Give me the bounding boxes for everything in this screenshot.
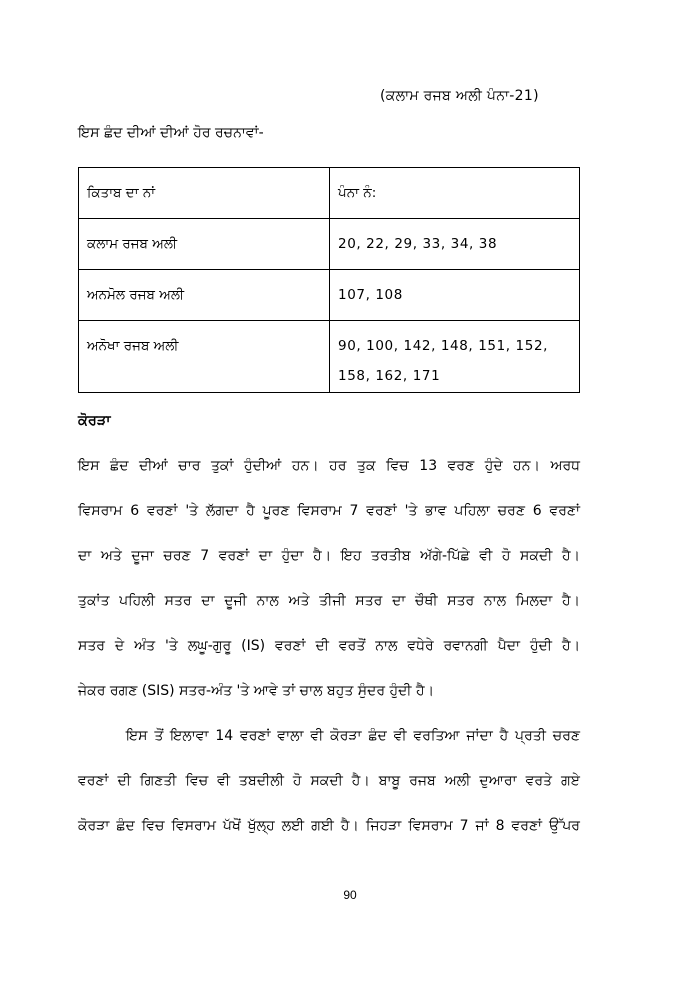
header-page-numbers: ਪੰਨਾ ਨੰ: [330,168,580,219]
table-row [79,321,580,393]
book-name-cell: ਕਲਾਮ ਰਜਬ ਅਲੀ [79,219,330,270]
paragraph-1 [78,455,580,725]
text-line: ਤੁਕਾਂਤ ਪਹਿਲੀ ਸਤਰ ਦਾ ਦੂਜੀ ਨਾਲ ਅਤੇ ਤੀਜੀ ਸਤਰ ਦਾ ਚੌਥੀ ਸਤਰ ਨਾਲ ਮਿਲਦਾ ਹੈ। [78,593,580,609]
text-line: ਦਾ ਅਤੇ ਦੂਜਾ ਚਰਣ 7 ਵਰਣਾਂ ਦਾ ਹੁੰਦਾ ਹੈ। ਇਹ ਤਰਤੀਬ ਅੱਗੇ-ਪਿੱਛੇ ਵੀ ਹੋ ਸਕਦੀ ਹੈ। [78,548,580,564]
table-header-row [79,168,580,219]
body-text [78,455,580,860]
page-numbers-cell [330,270,580,321]
text-line: ਵਰਣਾਂ ਦੀ ਗਿਣਤੀ ਵਿਚ ਵੀ ਤਬਦੀਲੀ ਹੋ ਸਕਦੀ ਹੈ। ਬਾਬੂ ਰਜਬ ਅਲੀ ਦੁਆਰਾ ਵਰਤੇ ਗਏ [78,773,580,789]
paragraph-2 [78,725,580,860]
text-line: ਸਤਰ ਦੇ ਅੰਤ 'ਤੇ ਲਘੂ-ਗੁਰੂ (IS) ਵਰਣਾਂ ਦੀ ਵਰਤੋਂ ਨਾਲ ਵਧੇਰੇ ਰਵਾਨਗੀ ਪੈਦਾ ਹੁੰਦੀ ਹੈ। [78,638,580,654]
table-row [79,270,580,321]
text-line: ਇਸ ਤੋਂ ਇਲਾਵਾ 14 ਵਰਣਾਂ ਵਾਲਾ ਵੀ ਕੋਰੜਾ ਛੰਦ ਵੀ ਵਰਤਿਆ ਜਾਂਦਾ ਹੈ ਪ੍ਰਤੀ ਚਰਣ [126,728,580,744]
works-table [78,167,580,393]
book-name-cell: ਅਨੋਖਾ ਰਜਬ ਅਲੀ [79,321,330,393]
intro-text: ਇਸ ਛੰਦ ਦੀਆਂ ਦੀਆਂ ਹੋਰ ਰਚਨਾਵਾਂ- [78,125,264,141]
page-number: 90 [343,888,357,902]
page-numbers: 20, 22, 29, 33, 34, 38 [338,236,498,252]
page-numbers-cell [330,321,580,393]
table-row [79,219,580,270]
section-heading: ਕੋਰੜਾ [78,413,111,429]
book-name-cell: ਅਨਮੋਲ ਰਜਬ ਅਲੀ [79,270,330,321]
text-line: ਵਿਸਰਾਮ 6 ਵਰਣਾਂ 'ਤੇ ਲੱਗਦਾ ਹੈ ਪੂਰਣ ਵਿਸਰਾਮ 7 ਵਰਣਾਂ 'ਤੇ ਭਾਵ ਪਹਿਲਾ ਚਰਣ 6 ਵਰਣਾਂ [78,503,580,519]
page-numbers: 107, 108 [338,287,403,303]
page-numbers: 90, 100, 142, 148, 151, 152, 158, 162, 171 [338,338,549,384]
text-line: ਇਸ ਛੰਦ ਦੀਆਂ ਚਾਰ ਤੁਕਾਂ ਹੁੰਦੀਆਂ ਹਨ। ਹਰ ਤੁਕ ਵਿਚ 13 ਵਰਣ ਹੁੰਦੇ ਹਨ। ਅਰਧ [78,458,580,474]
text-line: ਜੇਕਰ ਰਗਣ (SIS) ਸਤਰ-ਅੰਤ 'ਤੇ ਆਵੇ ਤਾਂ ਚਾਲ ਬਹੁਤ ਸੁੰਦਰ ਹੁੰਦੀ ਹੈ। [78,683,435,699]
header-book-name: ਕਿਤਾਬ ਦਾ ਨਾਂ [79,168,330,219]
text-line: ਕੋਰੜਾ ਛੰਦ ਵਿਚ ਵਿਸਰਾਮ ਪੱਖੋਂ ਖੁੱਲ੍ਹ ਲਈ ਗਈ ਹੈ। ਜਿਹੜਾ ਵਿਸਰਾਮ 7 ਜਾਂ 8 ਵਰਣਾਂ ਉੱਪਰ [78,818,580,834]
page-numbers-cell [330,219,580,270]
citation: (ਕਲਾਮ ਰਜਬ ਅਲੀ ਪੰਨਾ-21) [380,88,539,104]
